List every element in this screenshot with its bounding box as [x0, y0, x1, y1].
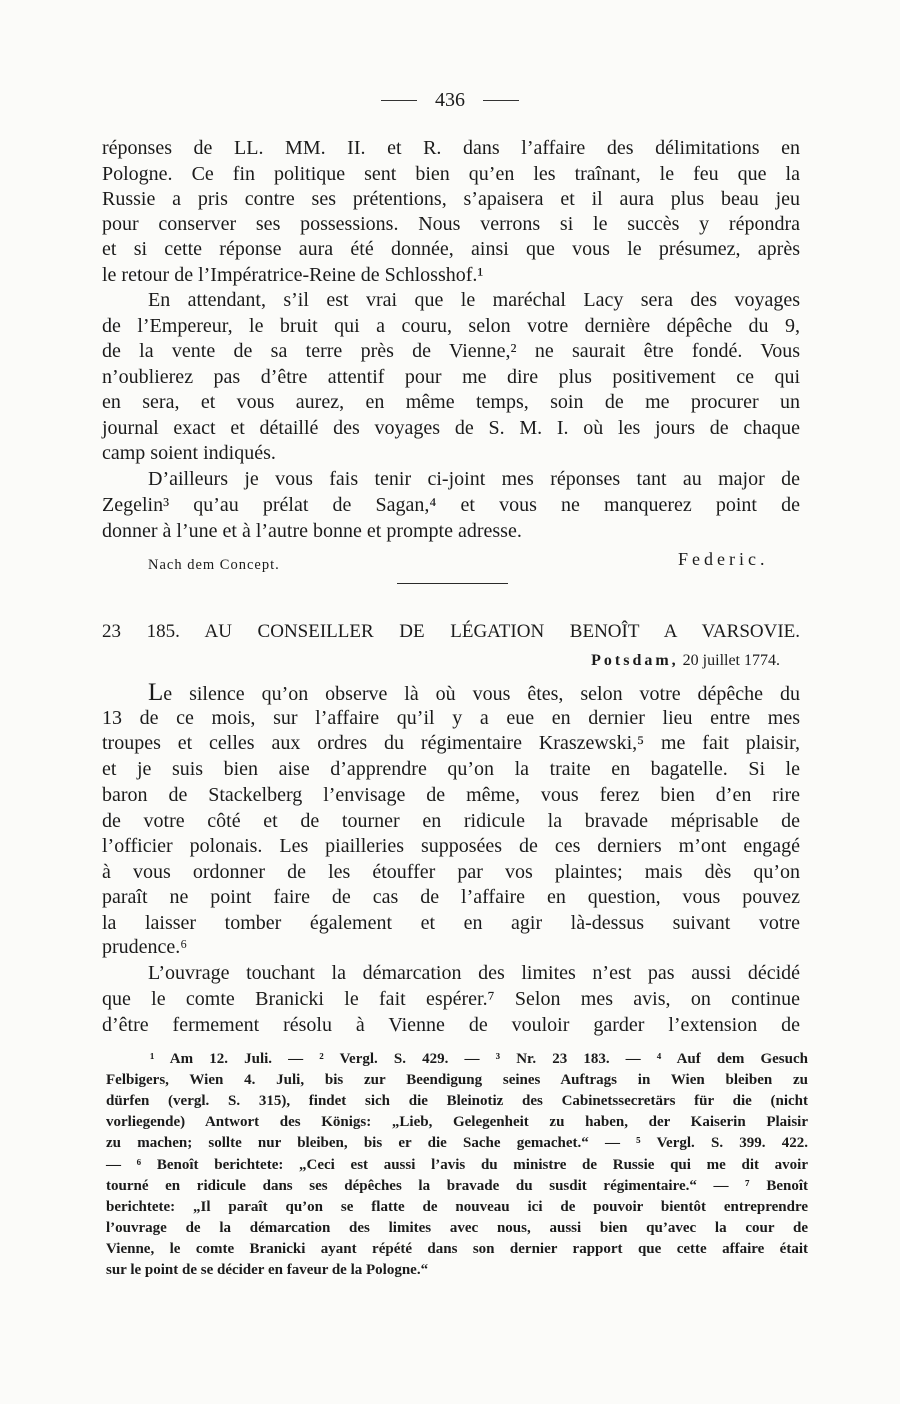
text-line: Zegelin³ qu’au prélat de Sagan,⁴ et vous ne manquerez point de [102, 494, 800, 516]
text-line: Russie a pris contre ses prétentions, s’apaisera et il aura plus beau jeu [102, 188, 800, 210]
dateline [591, 651, 780, 671]
text-line: et si cette réponse aura été donnée, ainsi que vous le présumez, après [102, 238, 800, 260]
text-line: prudence.⁶ [102, 936, 188, 958]
section-divider [397, 583, 508, 584]
text-line: camp soient indiqués. [102, 442, 276, 464]
text-line: en sera, et vous aurez, en même temps, soin de me procurer un [102, 391, 800, 413]
footnote-line: ¹ Am 12. Juli. — ² Vergl. S. 429. — ³ Nr. 23 183. — ⁴ Auf dem Gesuch [150, 1051, 808, 1067]
footnote-line: sur le point de se décider en faveur de la Pologne.“ [106, 1262, 429, 1278]
text-line: l’officier polonais. Les piailleries supposées de ces derniers m’ont engagé [102, 835, 800, 857]
footnote-line: Vienne, le comte Branicki ayant répété dans son dernier rapport que cette affaire était [106, 1241, 808, 1257]
text-line: réponses de LL. MM. II. et R. dans l’affaire des délimitations en [102, 137, 800, 159]
text-line: D’ailleurs je vous fais tenir ci-joint mes réponses tant au major de [148, 468, 800, 490]
text-line: et je suis bien aise d’apprendre qu’on la traite en bagatelle. Si le [102, 758, 800, 780]
text-line: pour conserver ses possessions. Nous verrons si le succès y répondra [102, 213, 800, 235]
header-rule-right [483, 100, 519, 101]
footnote-line: l’ouvrage de la démarcation des limites avec nous, aussi bien qu’avec la cour de [106, 1220, 808, 1236]
date: 20 juillet 1774. [682, 652, 780, 669]
text-line: de l’Empereur, le bruit qui a couru, selon votre dernière dépêche du 9, [102, 315, 800, 337]
initial-letter: L [148, 679, 164, 706]
header-rule-left [381, 100, 417, 101]
footnote-line: berichtete: „Il paraît qu’on se flatte de nouveau ici de pouvoir bientôt entreprendre [106, 1199, 808, 1215]
footnote-line: tourné en ridicule dans ses dépêches la bravade du susdit régimentaire.“ — ⁷ Benoît [106, 1178, 808, 1194]
text-line: n’oublierez pas d’être attentif pour me dire plus positivement ce qui [102, 366, 800, 388]
text-line: d’être fermement résolu à Vienne de vouloir garder l’extension de [102, 1014, 800, 1036]
text-line: journal exact et détaillé des voyages de S. M. I. où les jours de chaque [102, 417, 800, 439]
text-line [148, 680, 800, 705]
letter-number: 23 185. [102, 621, 180, 642]
text-line: baron de Stackelberg l’envisage de même, vous ferez bien d’en rire [102, 784, 800, 806]
text-line: En attendant, s’il est vrai que le maréchal Lacy sera des voyages [148, 289, 800, 311]
place: Potsdam, [591, 652, 679, 669]
text-line: Pologne. Ce fin politique sent bien qu’en les traînant, le feu que la [102, 163, 800, 185]
text-line: L’ouvrage touchant la démarcation des limites n’est pas aussi décidé [148, 962, 800, 984]
footnote-line: zu machen; sollte nur bleiben, bis er die Sache gemachet.“ — ⁵ Vergl. S. 399. 422. [106, 1135, 808, 1151]
letter-heading [102, 620, 800, 644]
footnote-line: vorliegende) Antwort des Königs: „Lieb, Gelegenheit zu haben, der Kaiserin Plaisir [106, 1114, 808, 1130]
text-line: de la vente de sa terre près de Vienne,² ne saurait être fondé. Vous [102, 340, 800, 362]
footnote-line: — ⁶ Benoît berichtete: „Ceci est aussi l’avis du ministre de Russie qui me dit avoir [106, 1157, 808, 1173]
signature: Federic. [678, 549, 769, 569]
text-line: que le comte Branicki le fait espérer.⁷ Selon mes avis, on continue [102, 988, 800, 1010]
text-line-rest: e silence qu’on observe là où vous êtes, selon votre dépêche du [163, 683, 800, 705]
text-line: donner à l’une et à l’autre bonne et prompte adresse. [102, 520, 522, 542]
text-line: 13 de ce mois, sur l’affaire qu’il y a eue en dernier lieu entre mes [102, 707, 800, 729]
footnote-line: Felbigers, Wien 4. Juli, bis zur Beendigung seines Auftrags in Wien bleiben zu [106, 1072, 808, 1088]
text-line: troupes et celles aux ordres du régimentaire Kraszewski,⁵ me fait plaisir, [102, 732, 800, 754]
letter-title: AU CONSEILLER DE LÉGATION BENOÎT A VARSOVIE. [204, 621, 801, 642]
text-line: de votre côté et de tourner en ridicule la bravade méprisable de [102, 810, 800, 832]
page-number: 436 [435, 89, 465, 111]
text-line: le retour de l’Impératrice-Reine de Schlosshof.¹ [102, 264, 484, 286]
text-line: la laisser tomber également et en agir là-dessus suivant votre [102, 912, 800, 934]
source-note: Nach dem Concept. [148, 557, 280, 573]
footnote-line: dürfen (vergl. S. 315), findet sich die Bleinotiz des Cabinetssecretärs für die (nicht [106, 1093, 808, 1109]
text-line: paraît ne point faire de cas de l’affaire en question, vous pouvez [102, 886, 800, 908]
text-line: à vous ordonner de les étouffer par vos plaintes; mais dès qu’on [102, 861, 800, 883]
page-header [0, 88, 900, 112]
